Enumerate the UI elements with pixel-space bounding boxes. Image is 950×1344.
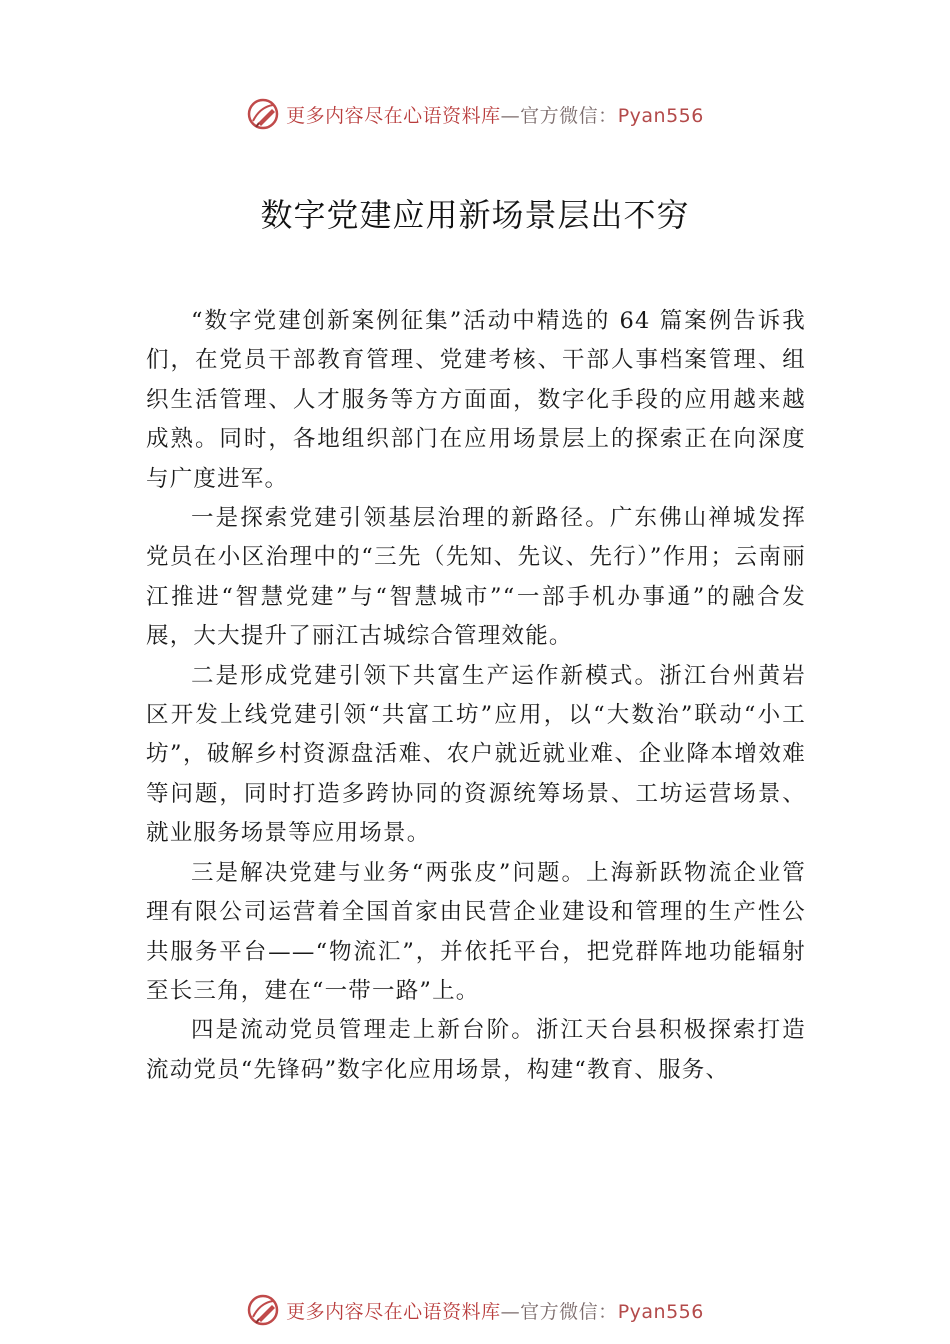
pen-seal-logo-icon xyxy=(246,97,280,131)
banner-main-text: 更多内容尽在心语资料库 xyxy=(286,104,501,127)
banner-content xyxy=(246,97,704,131)
banner-text xyxy=(286,1297,704,1324)
footer-watermark-banner xyxy=(0,1290,950,1330)
paragraph-point-three: 三是解决党建与业务“两张皮”问题。上海新跃物流企业管理有限公司运营着全国首家由民营企业建设和管理的生产性公共服务平台——“物流汇”，并依托平台，把党群阵地功能辐射至长三角，建在“一带一路”上。 xyxy=(146,859,806,1004)
paragraph-point-four: 四是流动党员管理走上新台阶。浙江天台县积极探索打造流动党员“先锋码”数字化应用场景，构建“教育、服务、 xyxy=(146,1017,806,1083)
banner-content xyxy=(246,1293,704,1327)
banner-wechat-id: Pyan556 xyxy=(617,104,704,127)
document-title: 数字党建应用新场景层出不穷 xyxy=(260,196,690,234)
pen-seal-logo-icon xyxy=(246,1293,280,1327)
banner-wechat-id: Pyan556 xyxy=(617,1300,704,1323)
document-body xyxy=(146,302,806,1090)
banner-text xyxy=(286,101,704,128)
banner-main-text: 更多内容尽在心语资料库 xyxy=(286,1300,501,1323)
banner-dash: — xyxy=(500,104,521,127)
paragraph-point-one: 一是探索党建引领基层治理的新路径。广东佛山禅城发挥党员在小区治理中的“三先（先知、先议、先行）”作用；云南丽江推进“智慧党建”与“智慧城市”“一部手机办事通”的融合发展，大大提升了丽江古城综合管理效能。 xyxy=(146,505,806,650)
paragraph-point-two: 二是形成党建引领下共富生产运作新模式。浙江台州黄岩区开发上线党建引领“共富工坊”应用，以“大数治”联动“小工坊”，破解乡村资源盘活难、农户就近就业难、企业降本增效难等问题，同时打造多跨协同的资源统筹场景、工坊运营场景、就业服务场景等应用场景。 xyxy=(146,662,806,847)
header-watermark-banner xyxy=(0,94,950,134)
paragraph-intro: “数字党建创新案例征集”活动中精选的 64 篇案例告诉我们，在党员干部教育管理、党建考核、干部人事档案管理、组织生活管理、人才服务等方方面面，数字化手段的应用越来越成熟。同时，各地组织部门在应用场景层上的探索正在向深度与广度进军。 xyxy=(146,308,806,492)
banner-official-text: 官方微信： xyxy=(520,104,618,127)
banner-official-text: 官方微信： xyxy=(520,1300,618,1323)
banner-dash: — xyxy=(500,1300,521,1323)
